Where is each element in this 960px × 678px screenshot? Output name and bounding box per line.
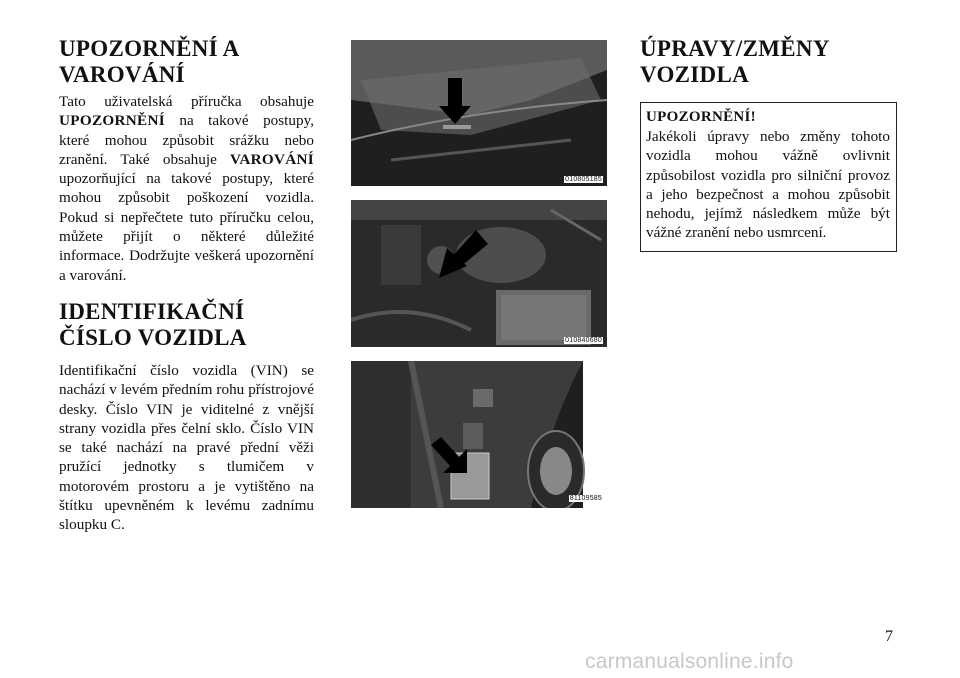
text-span: upozorňující na takové postupy, které mohou způsobit poškození vozidla. Pokud si nepřečtete tuto příručku celou, můžete přijít o některé důležité informace. Dodržujte veškerá upozornění a varování. (59, 170, 314, 284)
windshield-illustration (351, 40, 607, 186)
warning-title: UPOZORNĚNÍ! (646, 109, 756, 125)
image-column (351, 40, 607, 522)
door-pillar-illustration (351, 361, 607, 508)
warnings-paragraph (59, 92, 314, 285)
heading-warnings: UPOZORNĚNÍ A VAROVÁNÍ (59, 36, 239, 87)
vin-paragraph: Identifikační číslo vozidla (VIN) se nachází v levém předním rohu přístrojové desky. Číslo VIN je viditelné z vnější strany vozidla přes čelní sklo. Číslo VIN se také nachází na pravé přední věži pružící jednotky s tlumičem v motorovém prostoru a je vytištěno na štítku upevněném k levému zadnímu sloupku C. (59, 361, 314, 534)
door-pillar-photo (351, 361, 607, 508)
engine-bay-illustration (351, 200, 607, 347)
image-code: 81109585 (569, 495, 602, 502)
page-number: 7 (885, 628, 893, 645)
warning-text: Jakékoli úpravy nebo změny tohoto vozidla mohou vážně ovlivnit způsobilost vozidla pro silniční provoz a jeho bezpečnost a mohou způsobit nehodu, jejímž následkem může být vážné zranění nebo usmrcení. (646, 128, 890, 242)
bold-term-cautions: UPOZORNĚNÍ (59, 112, 165, 130)
heading-modifications: ÚPRAVY/ZMĚNY VOZIDLA (640, 36, 829, 87)
watermark: carmanualsonline.info (585, 650, 794, 673)
text-span: Tato uživatelská příručka obsahuje (59, 93, 314, 110)
bold-term-warnings: VAROVÁNÍ (230, 150, 314, 168)
engine-bay-photo (351, 200, 607, 347)
vin-windshield-photo (351, 40, 607, 186)
left-column (59, 36, 314, 535)
heading-vin: IDENTIFIKAČNÍ ČÍSLO VOZIDLA (59, 298, 247, 350)
right-column (640, 36, 896, 252)
image-code: 010840680 (565, 337, 602, 344)
warning-box (640, 102, 897, 252)
text-span: na takové postupy, které mohou způsobit srážku nebo zranění. Také obsahuje (59, 112, 314, 168)
image-code: 010805185 (565, 176, 602, 183)
